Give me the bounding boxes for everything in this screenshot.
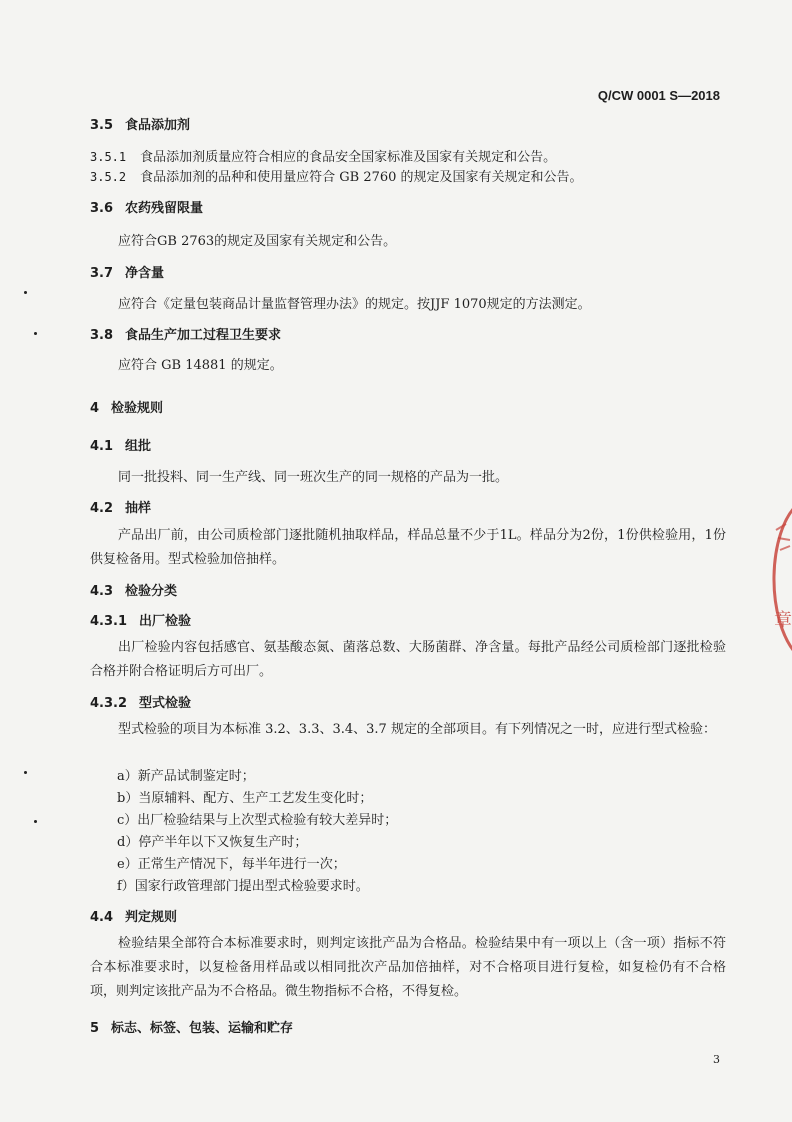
section-title: 检验分类 [125, 584, 178, 599]
clause-text: 食品添加剂质量应符合相应的食品安全国家标准及国家有关规定和公告。 [140, 150, 557, 165]
section-number: 3.5 [90, 118, 114, 133]
scan-mark [24, 771, 27, 774]
section-number: 3.7 [90, 266, 114, 281]
list-item: f）国家行政管理部门提出型式检验要求时。 [117, 879, 369, 894]
section-text-4-3-1: 出厂检验内容包括感官、氨基酸态氮、菌落总数、大肠菌群、净含量。每批产品经公司质检部门逐批检验合格并附合格证明后方可出厂。 [90, 640, 726, 679]
scan-mark [34, 332, 37, 335]
section-title: 组批 [125, 439, 152, 454]
section-heading-3-6 [90, 197, 203, 216]
clause-number: 3.5.1 [90, 150, 127, 164]
scan-mark [24, 291, 27, 294]
section-text-3-6: 应符合GB 2763的规定及国家有关规定和公告。 [118, 234, 397, 249]
svg-text:章: 章 [774, 610, 792, 631]
section-heading-4-3 [90, 580, 177, 599]
section-title: 农药残留限量 [125, 201, 204, 216]
list-item: c）出厂检验结果与上次型式检验有较大差异时； [117, 813, 398, 828]
section-title: 净含量 [125, 266, 165, 281]
section-number: 3.6 [90, 201, 114, 216]
section-title: 检验规则 [111, 401, 164, 416]
section-text-4-1: 同一批投料、同一生产线、同一班次生产的同一规格的产品为一批。 [118, 470, 509, 485]
section-number: 4.3 [90, 584, 114, 599]
clause-3-5-1 [90, 146, 556, 165]
section-title: 食品生产加工过程卫生要求 [125, 328, 282, 343]
section-number: 4.4 [90, 910, 114, 925]
clause-text: 食品添加剂的品种和使用量应符合 GB 2760 的规定及国家有关规定和公告。 [140, 170, 583, 185]
section-title: 抽样 [125, 501, 152, 516]
section-heading-4-3-2 [90, 692, 191, 711]
section-number: 4.3.1 [90, 614, 128, 629]
section-number: 3.8 [90, 328, 114, 343]
section-heading-4-1 [90, 435, 151, 454]
standard-code: Q/CW 0001 S—2018 [597, 88, 720, 103]
section-number: 4 [90, 401, 100, 416]
clause-3-5-2 [90, 166, 583, 185]
chapter-heading-4 [90, 397, 163, 416]
section-heading-4-4 [90, 906, 177, 925]
section-heading-4-3-1 [90, 610, 191, 629]
scan-mark [34, 820, 37, 823]
section-title: 型式检验 [139, 696, 192, 711]
page-number: 3 [713, 1053, 720, 1066]
section-text-3-7: 应符合《定量包装商品计量监督管理办法》的规定。按JJF 1070规定的方法测定。 [118, 297, 591, 312]
list-item: d）停产半年以下又恢复生产时； [117, 835, 308, 850]
section-heading-3-7 [90, 262, 164, 281]
section-heading-4-2 [90, 497, 151, 516]
list-item: e）正常生产情况下，每半年进行一次； [117, 857, 346, 872]
section-number: 5 [90, 1021, 100, 1036]
section-heading-3-5 [90, 114, 190, 133]
section-title: 食品添加剂 [125, 118, 191, 133]
section-title: 标志、标签、包装、运输和贮存 [111, 1021, 294, 1036]
section-text-4-3-2: 型式检验的项目为本标准 3.2、3.3、3.4、3.7 规定的全部项目。有下列情况之一时，应进行型式检验： [118, 722, 716, 737]
section-number: 4.3.2 [90, 696, 128, 711]
section-title: 判定规则 [125, 910, 178, 925]
section-text-4-2: 产品出厂前，由公司质检部门逐批随机抽取样品，样品总量不少于1L。样品分为2份，1份供检验用，1份供复检备用。型式检验加倍抽样。 [90, 528, 726, 567]
clause-number: 3.5.2 [90, 170, 127, 184]
list-item: a）新产品试制鉴定时； [117, 769, 255, 784]
list-item: b）当原辅料、配方、生产工艺发生变化时； [117, 791, 373, 806]
section-title: 出厂检验 [139, 614, 192, 629]
section-number: 4.2 [90, 501, 114, 516]
company-seal-stamp [760, 500, 792, 660]
section-number: 4.1 [90, 439, 114, 454]
chapter-heading-5 [90, 1017, 293, 1036]
section-text-4-4: 检验结果全部符合本标准要求时，则判定该批产品为合格品。检验结果中有一项以上（含一项）指标不符合本标准要求时，以复检备用样品或以相同批次产品加倍抽样，对不合格项目进行复检，如复检仍有不合格项，则判定该批产品为不合格品。微生物指标不合格，不得复检。 [90, 936, 726, 999]
section-text-3-8: 应符合 GB 14881 的规定。 [118, 358, 283, 373]
section-heading-3-8 [90, 324, 281, 343]
